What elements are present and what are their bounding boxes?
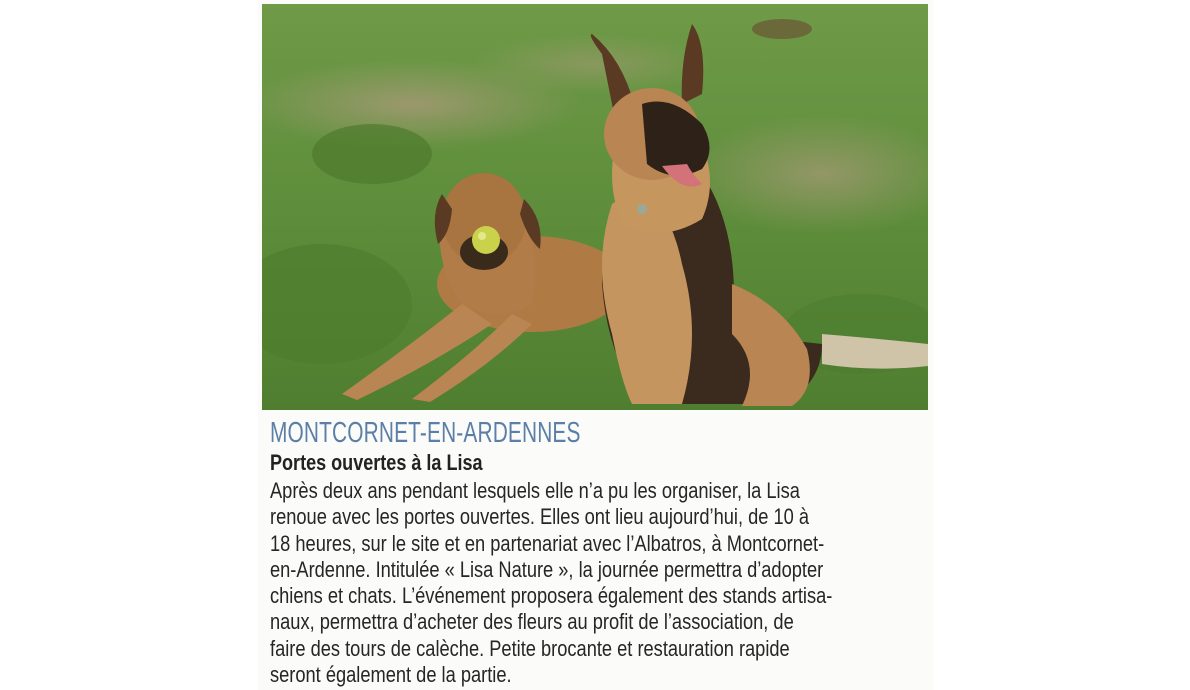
article-body-line: faire des tours de calèche. Petite brocante et restauration rapide — [270, 635, 790, 661]
article-body-line: 18 heures, sur le site et en partenariat avec l’Albatros, à Montcornet- — [270, 530, 825, 556]
article-body — [270, 478, 925, 688]
article-photo — [262, 4, 928, 410]
article — [270, 416, 925, 688]
article-body-line: Après deux ans pendant lesquels elle n’a pu les organiser, la Lisa — [270, 478, 800, 503]
article-body-line: seront également de la partie. — [270, 662, 512, 688]
dogs-photo-icon — [262, 4, 928, 410]
article-body-line: naux, permettra d’acheter des fleurs au profit de l’association, de — [270, 609, 794, 635]
article-headline: Portes ouvertes à la Lisa — [270, 450, 483, 475]
article-body-line: en-Ardenne. Intitulée « Lisa Nature », la journée permettra d’adopter — [270, 556, 824, 582]
article-body-line: chiens et chats. L’événement proposera également des stands artisa- — [270, 583, 833, 609]
article-location-kicker: MONTCORNET-EN-ARDENNES — [270, 417, 581, 449]
article-body-line: renoue avec les portes ouvertes. Elles ont lieu aujourd’hui, de 10 à — [270, 504, 810, 530]
